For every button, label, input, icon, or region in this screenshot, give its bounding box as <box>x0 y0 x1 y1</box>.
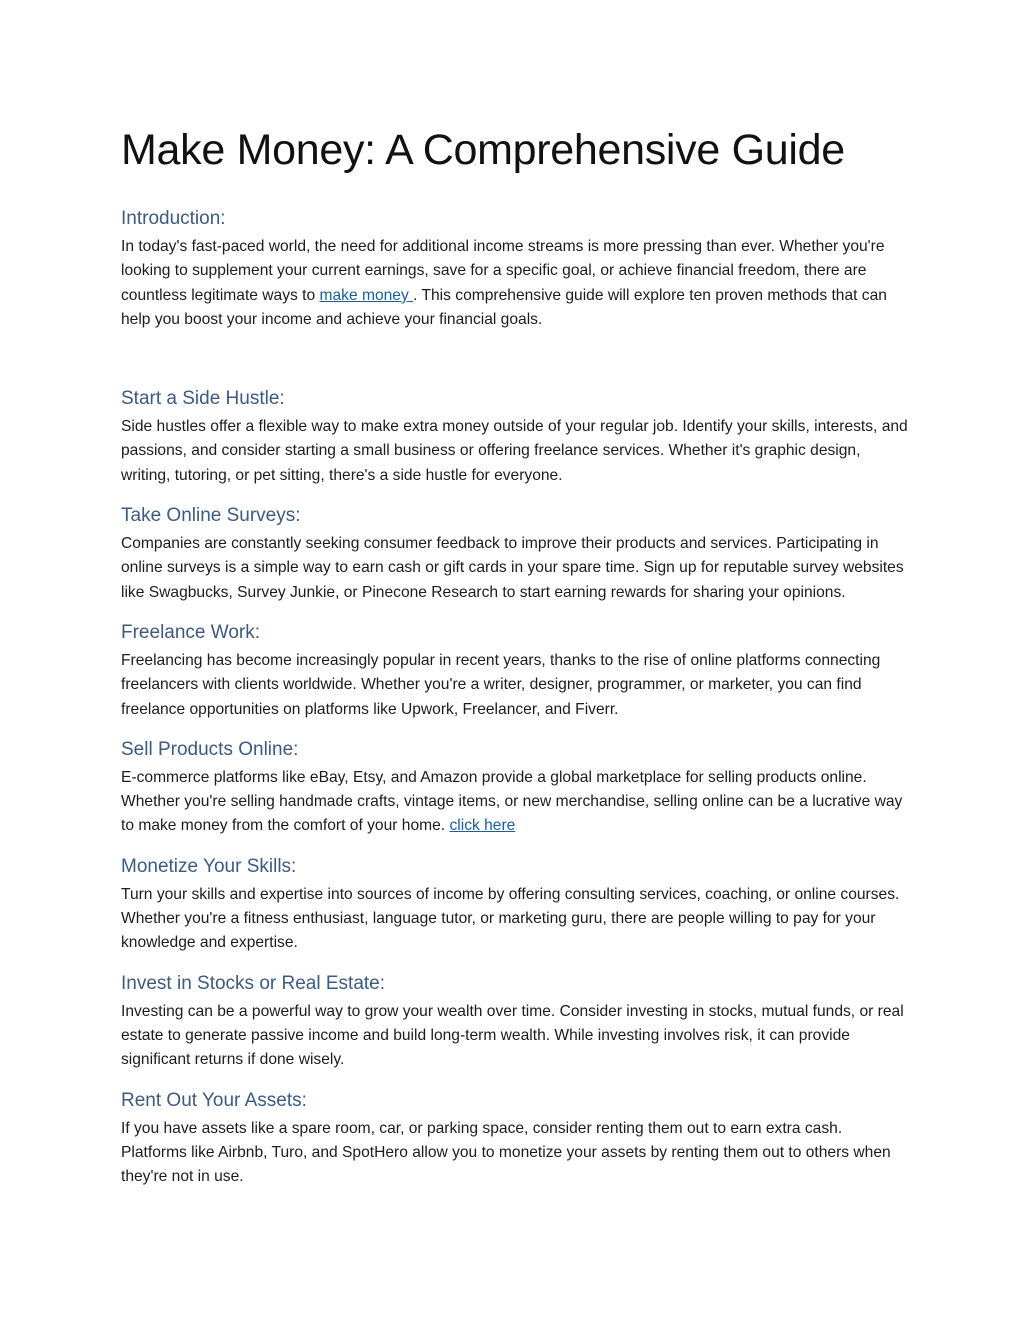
intro-text-after-link: . This comprehensive guide will explore ten proven methods that can help you boost your income and achieve your financial goals. <box>121 286 887 328</box>
section-heading-online-surveys: Take Online Surveys: <box>121 505 301 527</box>
section-body-invest: Investing can be a powerful way to grow your wealth over time. Consider investing in stocks, mutual funds, or real estate to generate passive income and build long-term wealth. While investing involves risk, it can provide significant returns if done wisely. <box>121 1002 904 1069</box>
section-introduction <box>121 206 911 332</box>
section-monetize-skills <box>121 854 911 956</box>
section-body-monetize-skills: Turn your skills and expertise into sources of income by offering consulting services, coaching, or online courses. Whether you're a fitness enthusiast, language tutor, or marketing guru, there are people willing to pay for your knowledge and expertise. <box>121 885 900 952</box>
intro-text-before-link: In today's fast-paced world, the need for additional income streams is more pressing than ever. Whether you're looking to supplement your current earnings, save for a specific goal, or achieve financial freedom, there are countless legitimate ways to <box>121 238 885 304</box>
section-freelance-work <box>121 620 911 722</box>
section-body-introduction <box>121 235 911 332</box>
section-body-sell-products-online <box>121 766 911 839</box>
section-heading-rent-assets: Rent Out Your Assets: <box>121 1089 307 1111</box>
document-page <box>121 122 911 1189</box>
section-rent-assets <box>121 1088 911 1190</box>
section-heading-side-hustle: Start a Side Hustle: <box>121 388 285 410</box>
section-side-hustle <box>121 386 911 488</box>
page-title: Make Money: A Comprehensive Guide <box>121 126 845 174</box>
section-online-surveys <box>121 503 911 605</box>
click-here-link[interactable]: click here <box>449 817 516 835</box>
section-body-freelance-work: Freelancing has become increasingly popular in recent years, thanks to the rise of online platforms connecting freelancers with clients worldwide. Whether you're a writer, designer, programmer, or marketer, you can find freelance opportunities on platforms like Upwork, Freelancer, and Fiverr. <box>121 651 881 718</box>
section-heading-freelance-work: Freelance Work: <box>121 621 261 643</box>
section-body-online-surveys: Companies are constantly seeking consumer feedback to improve their products and services. Participating in online surveys is a simple way to earn cash or gift cards in your spare time. Sign up for reputable survey websites like Swagbucks, Survey Junkie, or Pinecone Research to start earning rewards for sharing your opinions. <box>121 535 904 601</box>
section-body-side-hustle: Side hustles offer a flexible way to make extra money outside of your regular job. Identify your skills, interests, and passions, and consider starting a small business or offering freelance services. Whether it's graphic design, writing, tutoring, or pet sitting, there's a side hustle for everyone. <box>121 418 908 484</box>
section-invest <box>121 971 911 1073</box>
sell-products-text: E-commerce platforms like eBay, Etsy, and Amazon provide a global marketplace for selling products online. Whether you're selling handmade crafts, vintage items, or new merchandise, selling online can be a lucrative way to make money from the comfort of your home. <box>121 768 903 835</box>
section-heading-introduction: Introduction: <box>121 208 226 229</box>
make-money-link[interactable]: make money <box>319 286 414 304</box>
section-heading-monetize-skills: Monetize Your Skills: <box>121 855 297 877</box>
section-heading-invest: Invest in Stocks or Real Estate: <box>121 972 386 994</box>
section-body-rent-assets: If you have assets like a spare room, car, or parking space, consider renting them out to earn extra cash. Platforms like Airbnb, Turo, and SpotHero allow you to monetize your assets by renting them out to others when they're not in use. <box>121 1119 891 1186</box>
section-sell-products-online <box>121 737 911 839</box>
section-heading-sell-products-online: Sell Products Online: <box>121 738 299 760</box>
